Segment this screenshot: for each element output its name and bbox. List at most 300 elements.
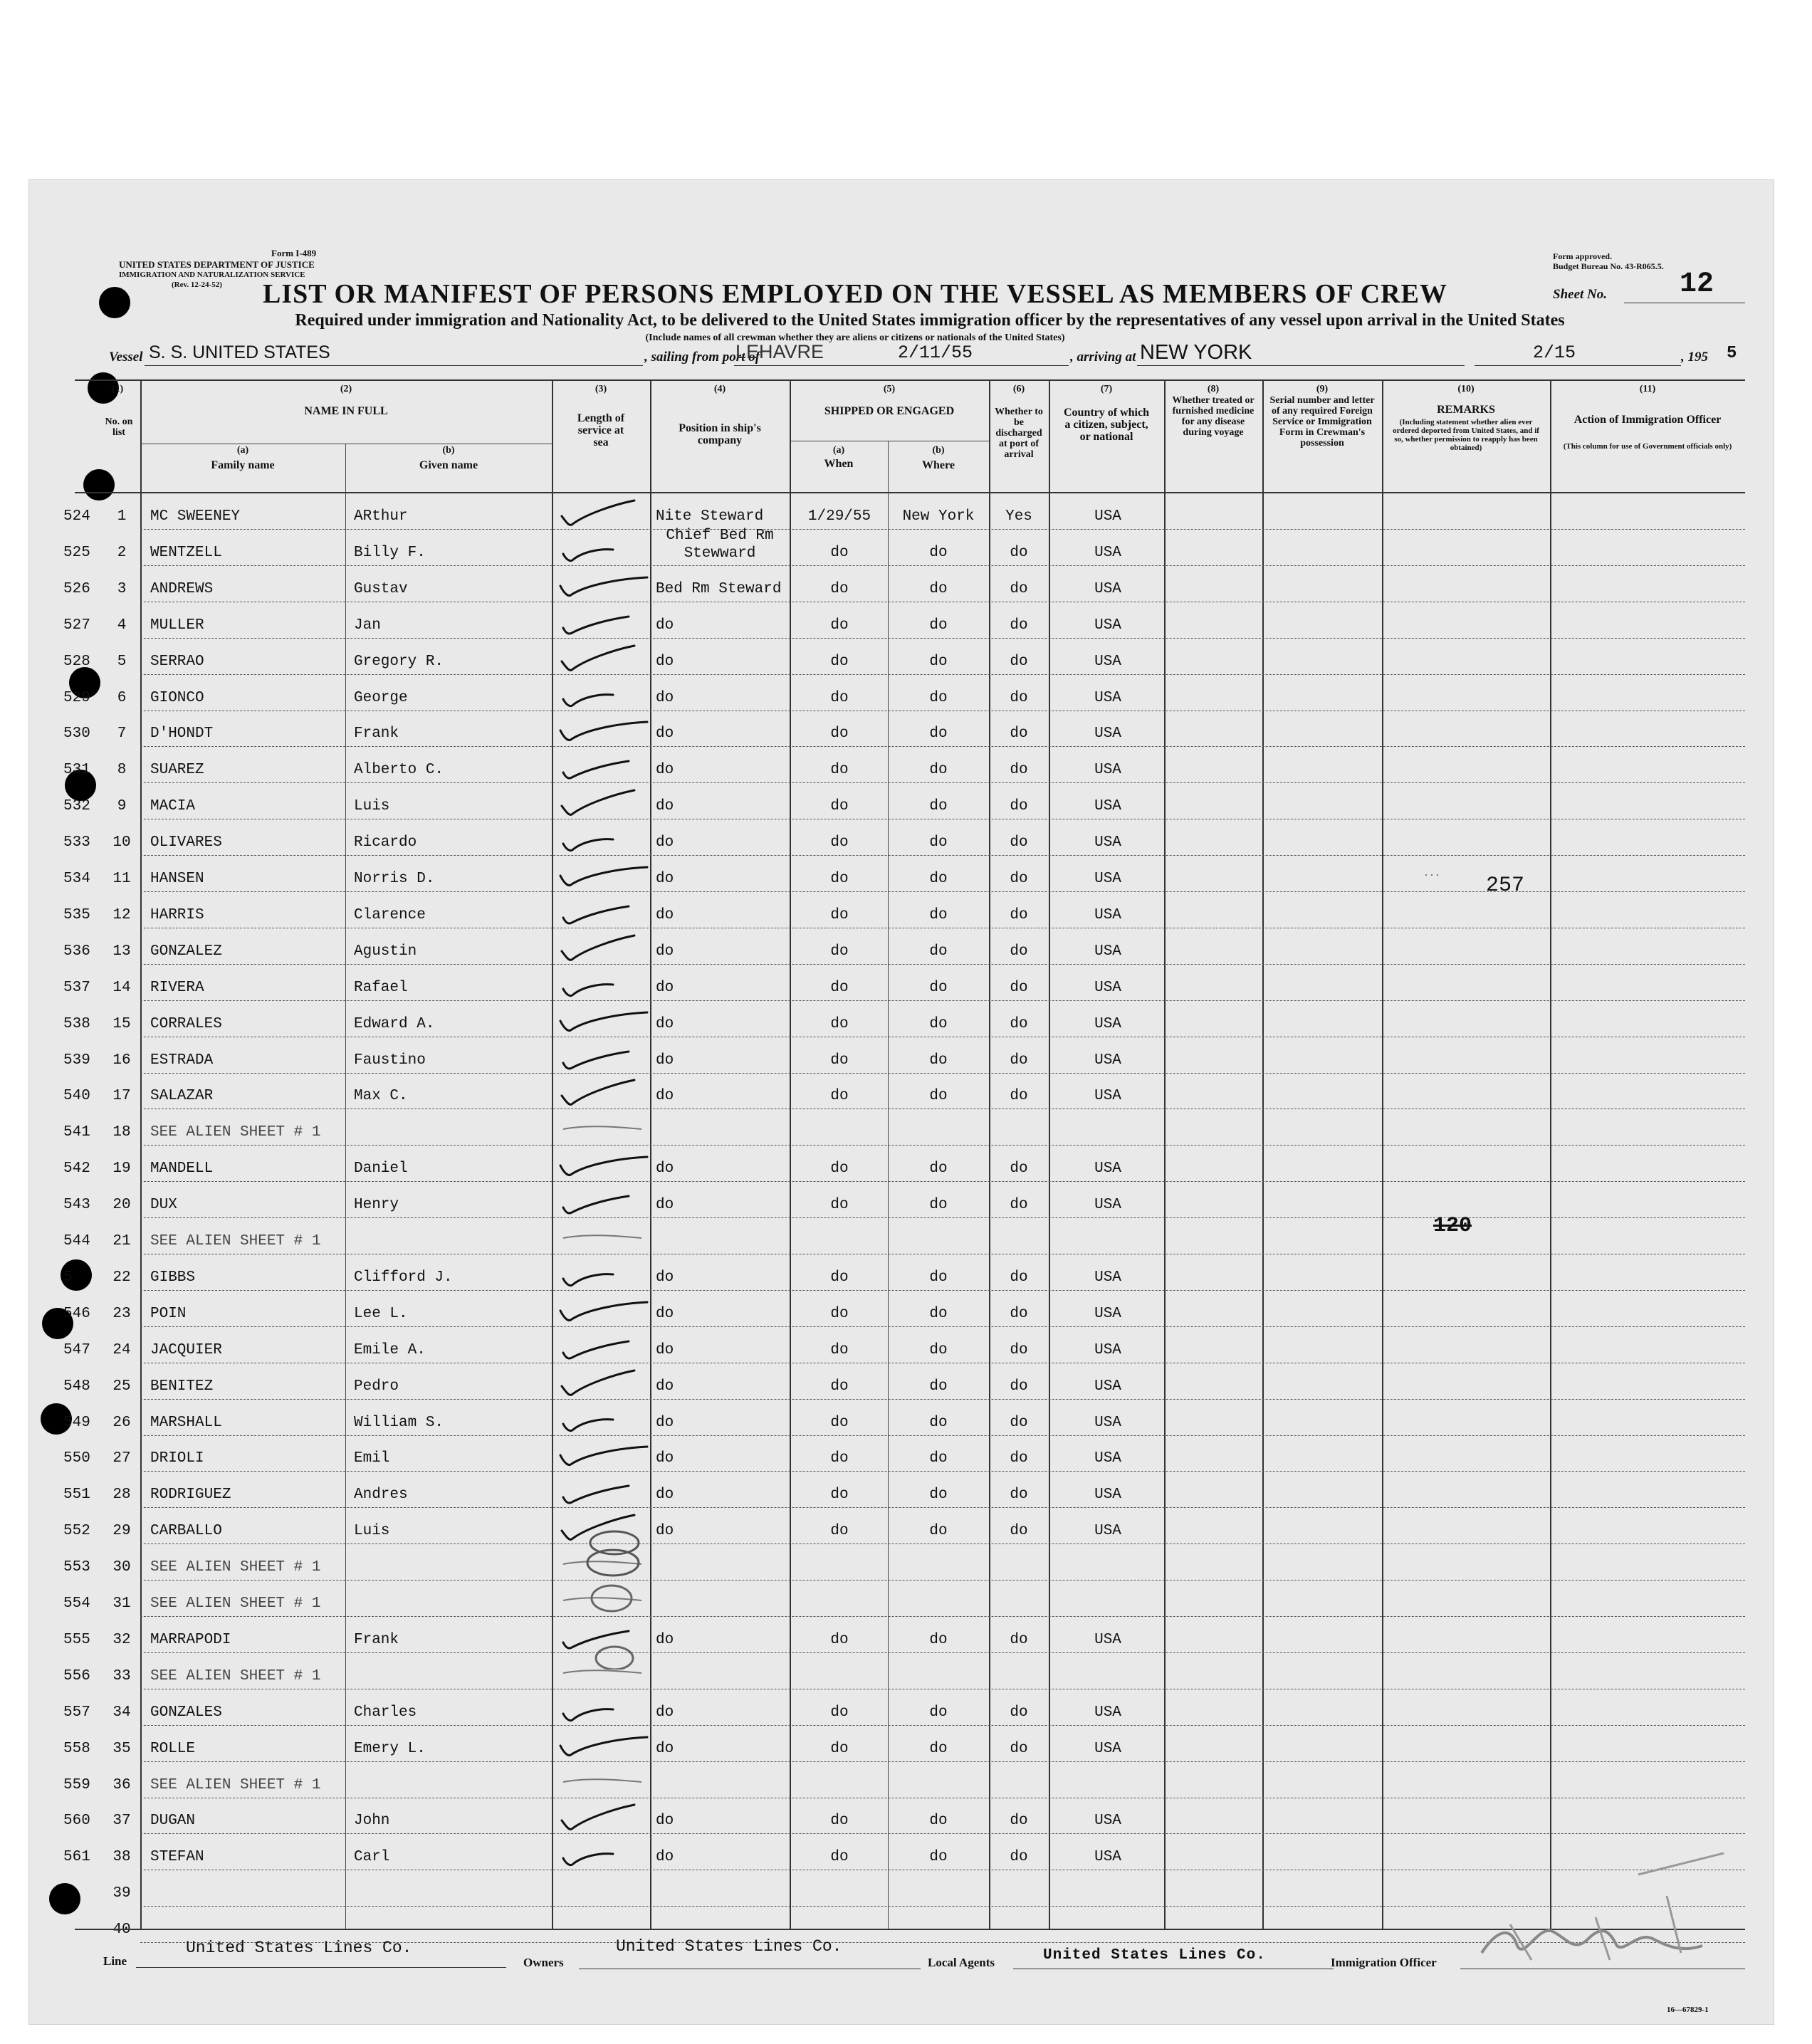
row-list-number: 24 [112, 1341, 131, 1358]
col9-header: Serial number and letter of any required Foreign Service or Immigration Form in Crewman's possession [1269, 395, 1375, 449]
form-revision: (Rev. 12-24-52) [172, 281, 222, 289]
check-mark-icon [556, 604, 656, 641]
check-mark-icon [556, 1292, 656, 1329]
officer-signature [1467, 1846, 1745, 1974]
row-position: do [656, 1704, 674, 1721]
row-given-name: Carl [354, 1849, 390, 1866]
col1-number: (1) [111, 384, 124, 394]
sailing-label: , sailing from port of [644, 350, 760, 365]
row-list-number: 31 [112, 1595, 131, 1612]
row-list-number: 16 [112, 1052, 131, 1069]
row-stamp-number: 558 [63, 1740, 90, 1757]
row-country: USA [1094, 1088, 1121, 1105]
row-family-name: CARBALLO [150, 1523, 222, 1540]
row-discharge: do [1010, 1487, 1028, 1504]
crew-row [29, 1037, 1774, 1074]
check-mark-icon [556, 1727, 656, 1764]
row-country: USA [1094, 544, 1121, 561]
row-given-name: Agustin [354, 943, 417, 960]
row-stamp-number: 543 [63, 1197, 90, 1214]
crew-row [29, 1109, 1774, 1146]
row-shipped-where: do [929, 1378, 948, 1395]
crew-row [29, 965, 1774, 1001]
crew-row [29, 1327, 1774, 1363]
row-country: USA [1094, 834, 1121, 851]
row-given-name: Alberto C. [354, 762, 444, 779]
row-stamp-number: 533 [63, 834, 90, 851]
row-stamp-number: 532 [63, 798, 90, 815]
row-family-name: HANSEN [150, 871, 204, 887]
row-family-name: RIVERA [150, 979, 204, 996]
row-country: USA [1094, 1305, 1121, 1322]
row-country: USA [1094, 943, 1121, 960]
sailing-date: 2/11/55 [898, 342, 973, 363]
row-shipped-where: do [929, 1631, 948, 1648]
row-country: USA [1094, 979, 1121, 996]
row-stamp-number: 524 [63, 508, 90, 525]
service-name: IMMIGRATION AND NATURALIZATION SERVICE [119, 271, 305, 279]
row-discharge: do [1010, 1088, 1028, 1105]
row-discharge: do [1010, 1631, 1028, 1648]
col2a-number: (a) [236, 445, 249, 456]
col6-number: (6) [1012, 384, 1025, 394]
row-stamp-number: 546 [63, 1305, 90, 1322]
dash-mark-icon [556, 1220, 656, 1257]
check-mark-icon [556, 1074, 656, 1111]
row-list-number: 18 [112, 1124, 131, 1141]
row-discharge: do [1010, 617, 1028, 634]
row-stamp-number: 548 [63, 1378, 90, 1395]
year-label: , 195 [1681, 350, 1708, 365]
row-list-number: 34 [112, 1704, 131, 1721]
row-list-number: 10 [112, 834, 131, 851]
row-position: do [656, 943, 674, 960]
row-shipped-when: do [830, 871, 849, 887]
crew-row [29, 1435, 1774, 1472]
row-position: do [656, 871, 674, 887]
dash-mark-icon [556, 1763, 656, 1801]
check-mark-icon [556, 1437, 656, 1474]
row-shipped-when: do [830, 1414, 849, 1431]
check-mark-icon [556, 930, 656, 967]
row-list-number: 15 [112, 1015, 131, 1032]
row-list-number: 38 [112, 1849, 131, 1866]
col2b-number: (b) [442, 445, 455, 456]
crew-row [29, 1689, 1774, 1726]
row-shipped-where: do [929, 1341, 948, 1358]
check-mark-icon [556, 1401, 656, 1438]
row-stamp-number: 556 [63, 1667, 90, 1684]
row-given-name: Emile A. [354, 1341, 426, 1358]
row-family-name: SALAZAR [150, 1088, 214, 1105]
row-given-name: Emil [354, 1450, 390, 1467]
check-mark-icon [556, 1147, 656, 1184]
row-given-name: Max C. [354, 1088, 408, 1105]
row-shipped-when: 1/29/55 [807, 508, 871, 525]
check-mark-icon [556, 1473, 656, 1510]
row-family-name: ESTRADA [150, 1052, 214, 1069]
row-country: USA [1094, 1523, 1121, 1540]
row-family-name: HARRIS [150, 906, 204, 923]
row-shipped-where: do [929, 906, 948, 923]
row-family-name: GIBBS [150, 1269, 196, 1286]
row-position: do [656, 689, 674, 706]
vessel-name: S. S. UNITED STATES [149, 342, 330, 362]
row-country: USA [1094, 1813, 1121, 1830]
row-given-name: Jan [354, 617, 381, 634]
remarks-row-21: 120 [1433, 1214, 1472, 1238]
row-shipped-when: do [830, 689, 849, 706]
col5b-number: (b) [932, 445, 945, 456]
row-stamp-number: 553 [63, 1559, 90, 1576]
col2-number: (2) [340, 384, 352, 394]
col4-number: (4) [713, 384, 726, 394]
row-shipped-when: do [830, 834, 849, 851]
row-list-number: 36 [112, 1776, 131, 1793]
arriving-port: NEW YORK [1140, 341, 1252, 364]
row-shipped-where: do [929, 1088, 948, 1105]
row-position: do [656, 1487, 674, 1504]
row-shipped-where: do [929, 1305, 948, 1322]
row-position: do [656, 979, 674, 996]
row-shipped-when: do [830, 979, 849, 996]
row-stamp-number: 535 [63, 906, 90, 923]
row-family-name: SUAREZ [150, 762, 204, 779]
crew-row [29, 1182, 1774, 1218]
check-mark-icon [556, 1256, 656, 1293]
row-discharge: do [1010, 1414, 1028, 1431]
row-family-name: SEE ALIEN SHEET # 1 [150, 1124, 321, 1141]
crew-row [29, 639, 1774, 675]
row-family-name: SEE ALIEN SHEET # 1 [150, 1233, 321, 1249]
row-list-number: 9 [117, 798, 127, 815]
row-family-name: GIONCO [150, 689, 204, 706]
row-shipped-when: do [830, 1052, 849, 1069]
row-discharge: do [1010, 689, 1028, 706]
arriving-label: , arriving at [1070, 350, 1136, 365]
row-shipped-where: do [929, 1450, 948, 1467]
crew-row [29, 1798, 1774, 1834]
row-position: do [656, 725, 674, 743]
row-given-name: Charles [354, 1704, 417, 1721]
crew-row [29, 1363, 1774, 1400]
check-mark-icon [556, 712, 656, 749]
row-discharge: do [1010, 1740, 1028, 1757]
row-position: do [656, 1269, 674, 1286]
arrival-date-line [1475, 365, 1681, 366]
row-country: USA [1094, 508, 1121, 525]
row-shipped-where: do [929, 979, 948, 996]
row-shipped-where: do [929, 1269, 948, 1286]
row-list-number: 12 [112, 906, 131, 923]
row-discharge: do [1010, 762, 1028, 779]
row-family-name: D'HONDT [150, 725, 214, 743]
row-list-number: 1 [117, 508, 127, 525]
col7-header: Country of which a citizen, subject, or national [1063, 407, 1149, 443]
row-country: USA [1094, 580, 1121, 597]
row-country: USA [1094, 1414, 1121, 1431]
row-country: USA [1094, 1197, 1121, 1214]
row-discharge: do [1010, 1160, 1028, 1178]
row-stamp-number: 550 [63, 1450, 90, 1467]
row-family-name: MC SWEENEY [150, 508, 241, 525]
row-stamp-number: 527 [63, 617, 90, 634]
row-family-name: ROLLE [150, 1740, 196, 1757]
row-stamp-number: 554 [63, 1595, 90, 1612]
crew-row [29, 675, 1774, 711]
row-list-number: 26 [112, 1414, 131, 1431]
check-mark-icon [556, 640, 656, 677]
row-discharge: do [1010, 1305, 1028, 1322]
row-country: USA [1094, 689, 1121, 706]
col2b-header: Given name [419, 459, 478, 471]
col11-header: Action of Immigration Officer [1573, 414, 1722, 426]
row-stamp-number: 538 [63, 1015, 90, 1032]
row-family-name: RODRIGUEZ [150, 1487, 231, 1504]
row-position: do [656, 834, 674, 851]
row-country: USA [1094, 1450, 1121, 1467]
row-list-number: 35 [112, 1740, 131, 1757]
row-list-number: 21 [112, 1233, 131, 1249]
row-shipped-where: do [929, 871, 948, 887]
row-position: do [656, 1849, 674, 1866]
row-shipped-when: do [830, 1015, 849, 1032]
row-given-name: Daniel [354, 1160, 408, 1178]
row-shipped-where: do [929, 1197, 948, 1214]
col5a-number: (a) [832, 445, 845, 456]
row-family-name: POIN [150, 1305, 187, 1322]
row-discharge: do [1010, 906, 1028, 923]
row-shipped-where: do [929, 1052, 948, 1069]
row-given-name: William S. [354, 1414, 444, 1431]
row-shipped-when: do [830, 1740, 849, 1757]
check-mark-icon [556, 495, 656, 532]
row-discharge: do [1010, 871, 1028, 887]
row-shipped-when: do [830, 762, 849, 779]
col8-header: Whether treated or furnished medicine for any disease during voyage [1172, 395, 1255, 438]
row-given-name: Henry [354, 1197, 399, 1214]
line-value: United States Lines Co. [186, 1939, 412, 1957]
row-discharge: do [1010, 544, 1028, 561]
row-discharge: do [1010, 1523, 1028, 1540]
crew-row [29, 1073, 1774, 1109]
row-family-name: OLIVARES [150, 834, 222, 851]
row-position: do [656, 1088, 674, 1105]
officer-label: Immigration Officer [1331, 1956, 1437, 1969]
row-list-number: 3 [117, 580, 127, 597]
row-discharge: do [1010, 1341, 1028, 1358]
row-discharge: do [1010, 834, 1028, 851]
row-given-name: Clarence [354, 906, 426, 923]
row-discharge: do [1010, 1197, 1028, 1214]
check-mark-icon [556, 785, 656, 822]
crew-row [29, 1762, 1774, 1798]
row-given-name: Clifford J. [354, 1269, 453, 1286]
row-shipped-when: do [830, 617, 849, 634]
col5-number: (5) [883, 384, 896, 394]
check-mark-icon [556, 966, 656, 1003]
row-shipped-where: do [929, 1015, 948, 1032]
row-shipped-where: do [929, 1414, 948, 1431]
row-shipped-where: do [929, 834, 948, 851]
row-shipped-where: do [929, 544, 948, 561]
row-family-name: GONZALES [150, 1704, 222, 1721]
row-list-number: 19 [112, 1160, 131, 1178]
row-shipped-when: do [830, 906, 849, 923]
row-list-number: 40 [112, 1922, 131, 1939]
row-given-name: Frank [354, 725, 399, 743]
row-list-number: 7 [117, 725, 127, 743]
row-list-number: 28 [112, 1487, 131, 1504]
row-given-name: Luis [354, 798, 390, 815]
check-mark-icon [556, 1799, 656, 1836]
row-shipped-where: do [929, 617, 948, 634]
row-stamp-number: 541 [63, 1124, 90, 1141]
row-family-name: MULLER [150, 617, 204, 634]
form-approved: Form approved. [1553, 251, 1613, 261]
row-given-name: John [354, 1813, 390, 1830]
col4-header: Position in ship's company [679, 422, 761, 446]
row-given-name: ARthur [354, 508, 408, 525]
row-position: do [656, 1450, 674, 1467]
row-stamp-number: 544 [63, 1233, 90, 1249]
row-country: USA [1094, 1849, 1121, 1866]
row-shipped-where: do [929, 689, 948, 706]
remarks-dots: . . . [1425, 866, 1439, 879]
row-list-number: 33 [112, 1667, 131, 1684]
col10-number: (10) [1457, 384, 1475, 394]
row-list-number: 17 [112, 1088, 131, 1105]
row-given-name: Frank [354, 1631, 399, 1648]
row-discharge: do [1010, 979, 1028, 996]
col11-number: (11) [1639, 384, 1656, 394]
row-shipped-where: do [929, 1160, 948, 1178]
crew-row [29, 747, 1774, 783]
agents-value: United States Lines Co. [1043, 1947, 1266, 1964]
manifest-subtitle: Required under immigration and Nationality Act, to be delivered to the United States immigration officer by the representatives of any vessel upon arrival in the United States [295, 311, 1565, 330]
col7-number: (7) [1100, 384, 1113, 394]
check-mark-icon [556, 893, 656, 931]
row-country: USA [1094, 798, 1121, 815]
row-position: do [656, 906, 674, 923]
sailing-port: LEHAVRE [735, 341, 824, 362]
row-family-name: MARRAPODI [150, 1631, 231, 1648]
row-family-name: MACIA [150, 798, 196, 815]
arriving-line [1137, 365, 1465, 366]
manifest-sheet [28, 179, 1774, 2025]
row-list-number: 6 [117, 689, 127, 706]
row-discharge: do [1010, 580, 1028, 597]
row-family-name: MARSHALL [150, 1414, 222, 1431]
col10-header: REMARKS [1437, 404, 1495, 416]
row-given-name: Edward A. [354, 1015, 435, 1032]
row-discharge: do [1010, 1450, 1028, 1467]
check-mark-icon [556, 748, 656, 785]
row-stamp-number: 559 [63, 1776, 90, 1793]
row-shipped-when: do [830, 1341, 849, 1358]
row-stamp-number: 542 [63, 1160, 90, 1178]
row-position: do [656, 1305, 674, 1322]
check-mark-icon [556, 1328, 656, 1366]
circle-marks [577, 1527, 663, 1670]
row-stamp-number: 561 [63, 1849, 90, 1866]
crew-rows [29, 493, 1774, 1939]
check-mark-icon [556, 1183, 656, 1220]
dash-mark-icon [556, 1111, 656, 1148]
row-position: do [656, 1341, 674, 1358]
col6-header: Whether to be discharged at port of arrival [995, 407, 1043, 460]
row-family-name: SEE ALIEN SHEET # 1 [150, 1559, 321, 1576]
row-discharge: do [1010, 1704, 1028, 1721]
row-given-name: Andres [354, 1487, 408, 1504]
col1-header: No. on list [105, 416, 133, 438]
crew-row [29, 1400, 1774, 1436]
row-shipped-where: do [929, 653, 948, 670]
row-shipped-when: do [830, 1378, 849, 1395]
row-given-name: Lee L. [354, 1305, 408, 1322]
check-mark-icon [556, 1039, 656, 1076]
row-discharge: do [1010, 1269, 1028, 1286]
sheet-number: 12 [1680, 268, 1714, 300]
row-country: USA [1094, 1487, 1121, 1504]
owners-value: United States Lines Co. [616, 1937, 842, 1956]
col3-number: (3) [595, 384, 607, 394]
col2a-header: Family name [211, 459, 275, 471]
row-position: Chief Bed Rm Stewward [666, 527, 774, 562]
crew-row [29, 1001, 1774, 1037]
row-stamp-number: 525 [63, 544, 90, 561]
col2-header: NAME IN FULL [304, 405, 388, 417]
check-mark-icon [556, 821, 656, 858]
crew-row [29, 1653, 1774, 1689]
check-mark-icon [556, 1691, 656, 1728]
row-stamp-number: 529 [63, 689, 90, 706]
row-shipped-when: do [830, 1197, 849, 1214]
owners-label: Owners [523, 1956, 564, 1969]
row-position: do [656, 1197, 674, 1214]
row-country: USA [1094, 1341, 1121, 1358]
crew-row [29, 819, 1774, 856]
row-family-name: DRIOLI [150, 1450, 204, 1467]
row-country: USA [1094, 1631, 1121, 1648]
row-stamp-number: 547 [63, 1341, 90, 1358]
row-country: USA [1094, 906, 1121, 923]
crew-row [29, 783, 1774, 819]
row-stamp-number: 540 [63, 1088, 90, 1105]
col11-note: (This column for use of Government officials only) [1563, 442, 1732, 451]
check-mark-icon [556, 567, 656, 604]
row-shipped-where: do [929, 1487, 948, 1504]
col10-note: (Including statement whether alien ever ordered deported from United States, and if so, whether permission to reapply has been obtained) [1393, 418, 1539, 452]
col5-header: SHIPPED OR ENGAGED [824, 405, 955, 417]
year-digit: 5 [1727, 344, 1737, 363]
row-shipped-where: do [929, 1704, 948, 1721]
row-family-name: ANDREWS [150, 580, 214, 597]
row-shipped-where: do [929, 798, 948, 815]
row-discharge: do [1010, 653, 1028, 670]
col3-header: Length of service at sea [577, 412, 625, 449]
sheet-label: Sheet No. [1553, 287, 1607, 302]
row-shipped-where: do [929, 725, 948, 743]
row-stamp-number: 536 [63, 943, 90, 960]
row-list-number: 2 [117, 544, 127, 561]
row-position: do [656, 798, 674, 815]
row-shipped-when: do [830, 725, 849, 743]
row-family-name: GONZALEZ [150, 943, 222, 960]
agents-label: Local Agents [928, 1956, 995, 1969]
crew-row [29, 1146, 1774, 1182]
row-given-name: Emery L. [354, 1740, 426, 1757]
